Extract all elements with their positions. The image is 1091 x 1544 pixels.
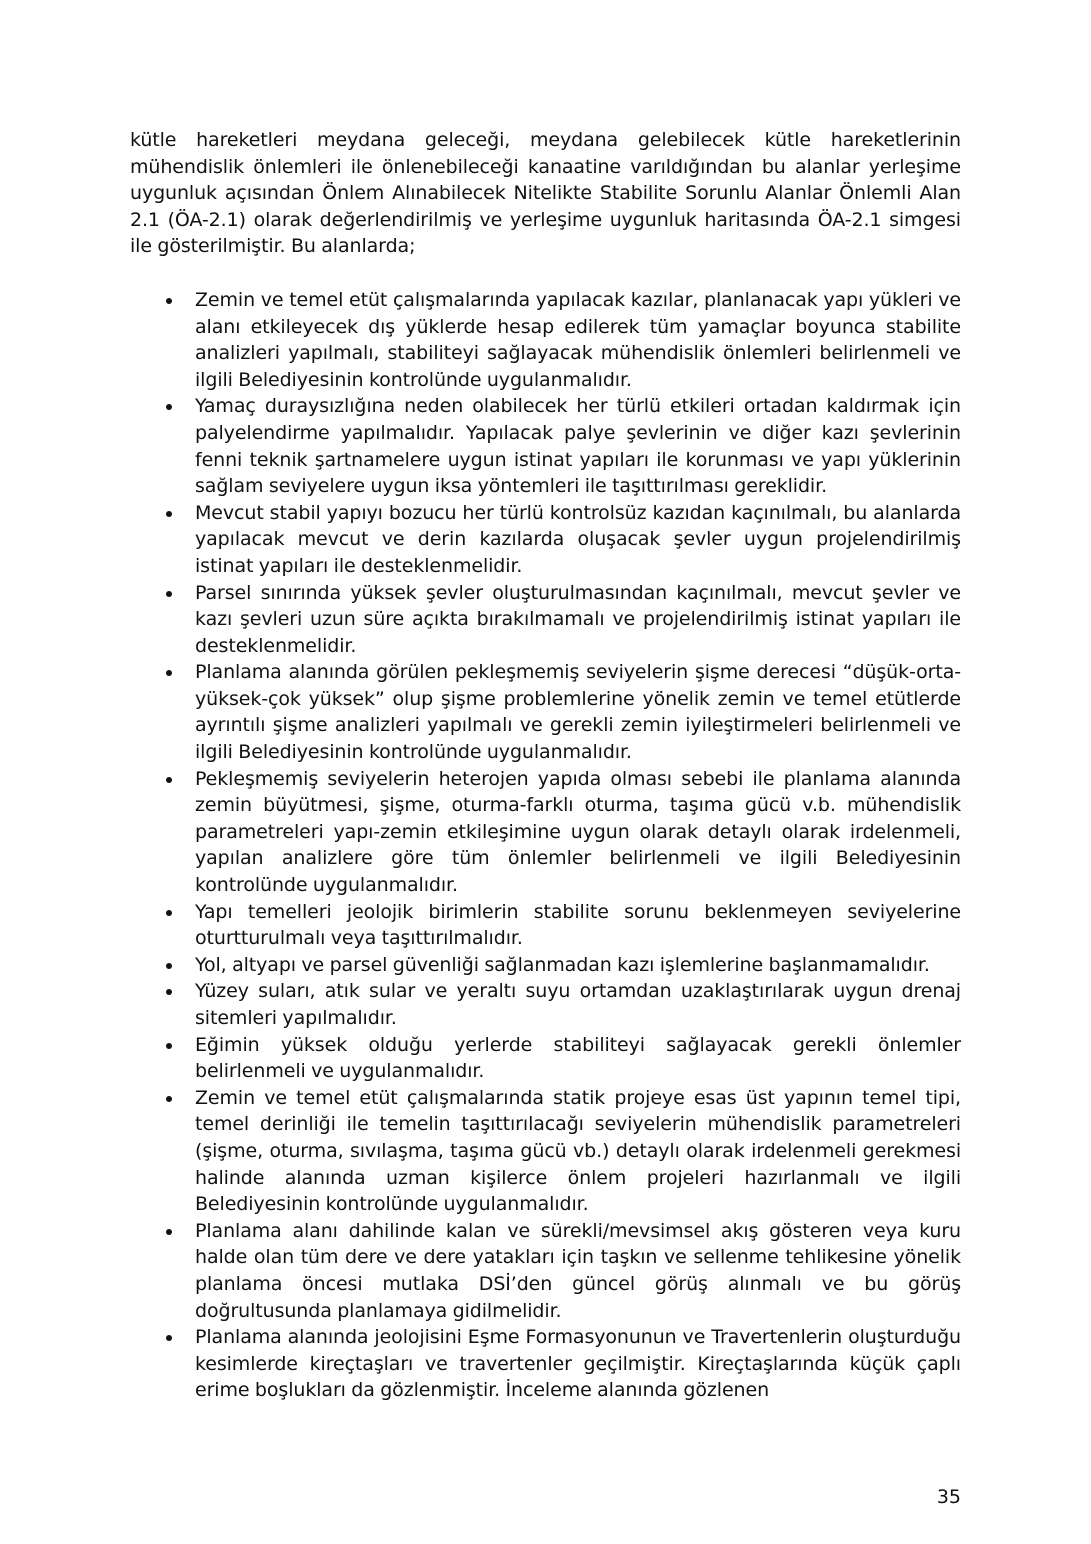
bullet-text: Zemin ve temel etüt çalışmalarında yapılacak kazılar, planlanacak yapı yükleri ve alanı etkileyecek dış yüklerde hesap edilerek tüm yamaçlar boyunca stabilite analizleri yapılmalı, stabiliteyi sağlayacak mühendislik önlemleri belirlenmeli ve ilgili Belediyesinin kontrolünde uygulanmalıdır. bbox=[195, 288, 961, 391]
bullet-item bbox=[130, 1324, 961, 1404]
bullet-dot-icon bbox=[166, 591, 172, 597]
bullet-text: Yol, altyapı ve parsel güvenliği sağlanmadan kazı işlemlerine başlanmamalıdır. bbox=[195, 953, 930, 976]
bullet-text: Planlama alanında görülen pekleşmemiş seviyelerin şişme derecesi “düşük-orta-yüksek-çok yüksek” olup şişme problemlerine yönelik zemin ve temel etütlerde ayrıntılı şişme analizleri yapılmalı ve gerekli zemin iyileştirmeleri belirlenmeli ve ilgili Belediyesinin kontrolünde uygulanmalıdır. bbox=[195, 661, 961, 764]
bullet-item bbox=[130, 500, 961, 580]
bullet-text: Planlama alanında jeolojisini Eşme Formasyonunun ve Travertenlerin oluşturduğu kesimlerde kireçtaşları ve travertenler geçilmiştir. Kireçtaşlarında küçük çaplı erime boşlukları da gözlenmiştir. İnceleme alanında gözlenen bbox=[195, 1326, 961, 1402]
bullet-text: Yüzey suları, atık sular ve yeraltı suyu ortamdan uzaklaştırılarak uygun drenaj sitemleri yapılmalıdır. bbox=[195, 980, 961, 1029]
bullet-dot-icon bbox=[166, 298, 172, 304]
bullet-item bbox=[130, 952, 961, 979]
bullet-text: Parsel sınırında yüksek şevler oluşturulmasından kaçınılmalı, mevcut şevler ve kazı şevleri uzun süre açıkta bırakılmamalı ve projelendirilmiş istinat yapıları ile desteklenmelidir. bbox=[195, 581, 961, 657]
bullet-item bbox=[130, 580, 961, 660]
bullet-dot-icon bbox=[166, 963, 172, 969]
bullet-item bbox=[130, 766, 961, 899]
bullet-dot-icon bbox=[166, 910, 172, 916]
bullet-dot-icon bbox=[166, 670, 172, 676]
bullet-item bbox=[130, 659, 961, 765]
bullet-text: Pekleşmemiş seviyelerin heterojen yapıda olması sebebi ile planlama alanında zemin büyütmesi, şişme, oturma-farklı oturma, taşıma gücü v.b. mühendislik parametreleri yapı-zemin etkileşimine uygun olarak detaylı olarak irdelenmeli, yapılan analizlere göre tüm önlemler belirlenmeli ve ilgili Belediyesinin kontrolünde uygulanmalıdır. bbox=[195, 767, 961, 897]
bullet-item bbox=[130, 899, 961, 952]
bullet-text: Eğimin yüksek olduğu yerlerde stabiliteyi sağlayacak gerekli önlemler belirlenmeli ve uygulanmalıdır. bbox=[195, 1033, 961, 1083]
bullet-dot-icon bbox=[166, 1043, 172, 1049]
bullet-dot-icon bbox=[166, 1229, 172, 1235]
bullet-item bbox=[130, 393, 961, 499]
bullet-item bbox=[130, 1085, 961, 1218]
bullet-text: Planlama alanı dahilinde kalan ve sürekli/mevsimsel akış gösteren veya kuru halde olan tüm dere ve dere yatakları için taşkın ve sellenme tehlikesine yönelik planlama öncesi mutlaka DSİ’den güncel görüş alınmalı ve bu görüş doğrultusunda planlamaya gidilmelidir. bbox=[195, 1219, 961, 1322]
bullet-text: Yapı temelleri jeolojik birimlerin stabilite sorunu beklenmeyen seviyelerine oturtturulmalı veya taşıttırılmalıdır. bbox=[195, 900, 961, 950]
bullet-text: Yamaç duraysızlığına neden olabilecek her türlü etkileri ortadan kaldırmak için palyelendirme yapılmalıdır. Yapılacak palye şevlerinin ve diğer kazı şevlerinin fenni teknik şartnamelere uygun istinat yapıları ile korunması ve yapı yüklerinin sağlam seviyelere uygun iksa yöntemleri ile taşıttırılması gereklidir. bbox=[195, 395, 961, 498]
bullet-text: Mevcut stabil yapıyı bozucu her türlü kontrolsüz kazıdan kaçınılmalı, bu alanlarda yapılacak mevcut ve derin kazılarda oluşacak şevler uygun projelendirilmiş istinat yapıları ile desteklenmelidir. bbox=[195, 501, 961, 577]
bullet-item bbox=[130, 978, 961, 1031]
bullet-dot-icon bbox=[166, 1335, 172, 1341]
bullet-dot-icon bbox=[166, 989, 172, 995]
document-page bbox=[130, 127, 961, 1404]
bullet-item bbox=[130, 1032, 961, 1085]
bullet-list bbox=[130, 287, 961, 1404]
bullet-item bbox=[130, 1218, 961, 1324]
bullet-dot-icon bbox=[166, 1096, 172, 1102]
bullet-item bbox=[130, 287, 961, 393]
bullet-dot-icon bbox=[166, 777, 172, 783]
bullet-dot-icon bbox=[166, 511, 172, 517]
bullet-dot-icon bbox=[166, 404, 172, 410]
bullet-text: Zemin ve temel etüt çalışmalarında statik projeye esas üst yapının temel tipi, temel derinliği ile temelin taşıttırılacağı seviyelerin mühendislik parametreleri (şişme, oturma, sıvılaşma, taşıma gücü vb.) detaylı olarak irdelenmeli gerekmesi halinde alanında uzman kişilerce önlem projeleri hazırlanmalı ve ilgili Belediyesinin kontrolünde uygulanmalıdır. bbox=[195, 1086, 961, 1216]
intro-paragraph: kütle hareketleri meydana geleceği, meydana gelebilecek kütle hareketlerinin mühendislik önlemleri ile önlenebileceği kanaatine varıldığından bu alanlar yerleşime uygunluk açısından Önlem Alınabilecek Nitelikte Stabilite Sorunlu Alanlar Önlemli Alan 2.1 (ÖA-2.1) olarak değerlendirilmiş ve yerleşime uygunluk haritasında ÖA-2.1 simgesi ile gösterilmiştir. Bu alanlarda; bbox=[130, 129, 961, 258]
page-number: 35 bbox=[936, 1486, 961, 1508]
